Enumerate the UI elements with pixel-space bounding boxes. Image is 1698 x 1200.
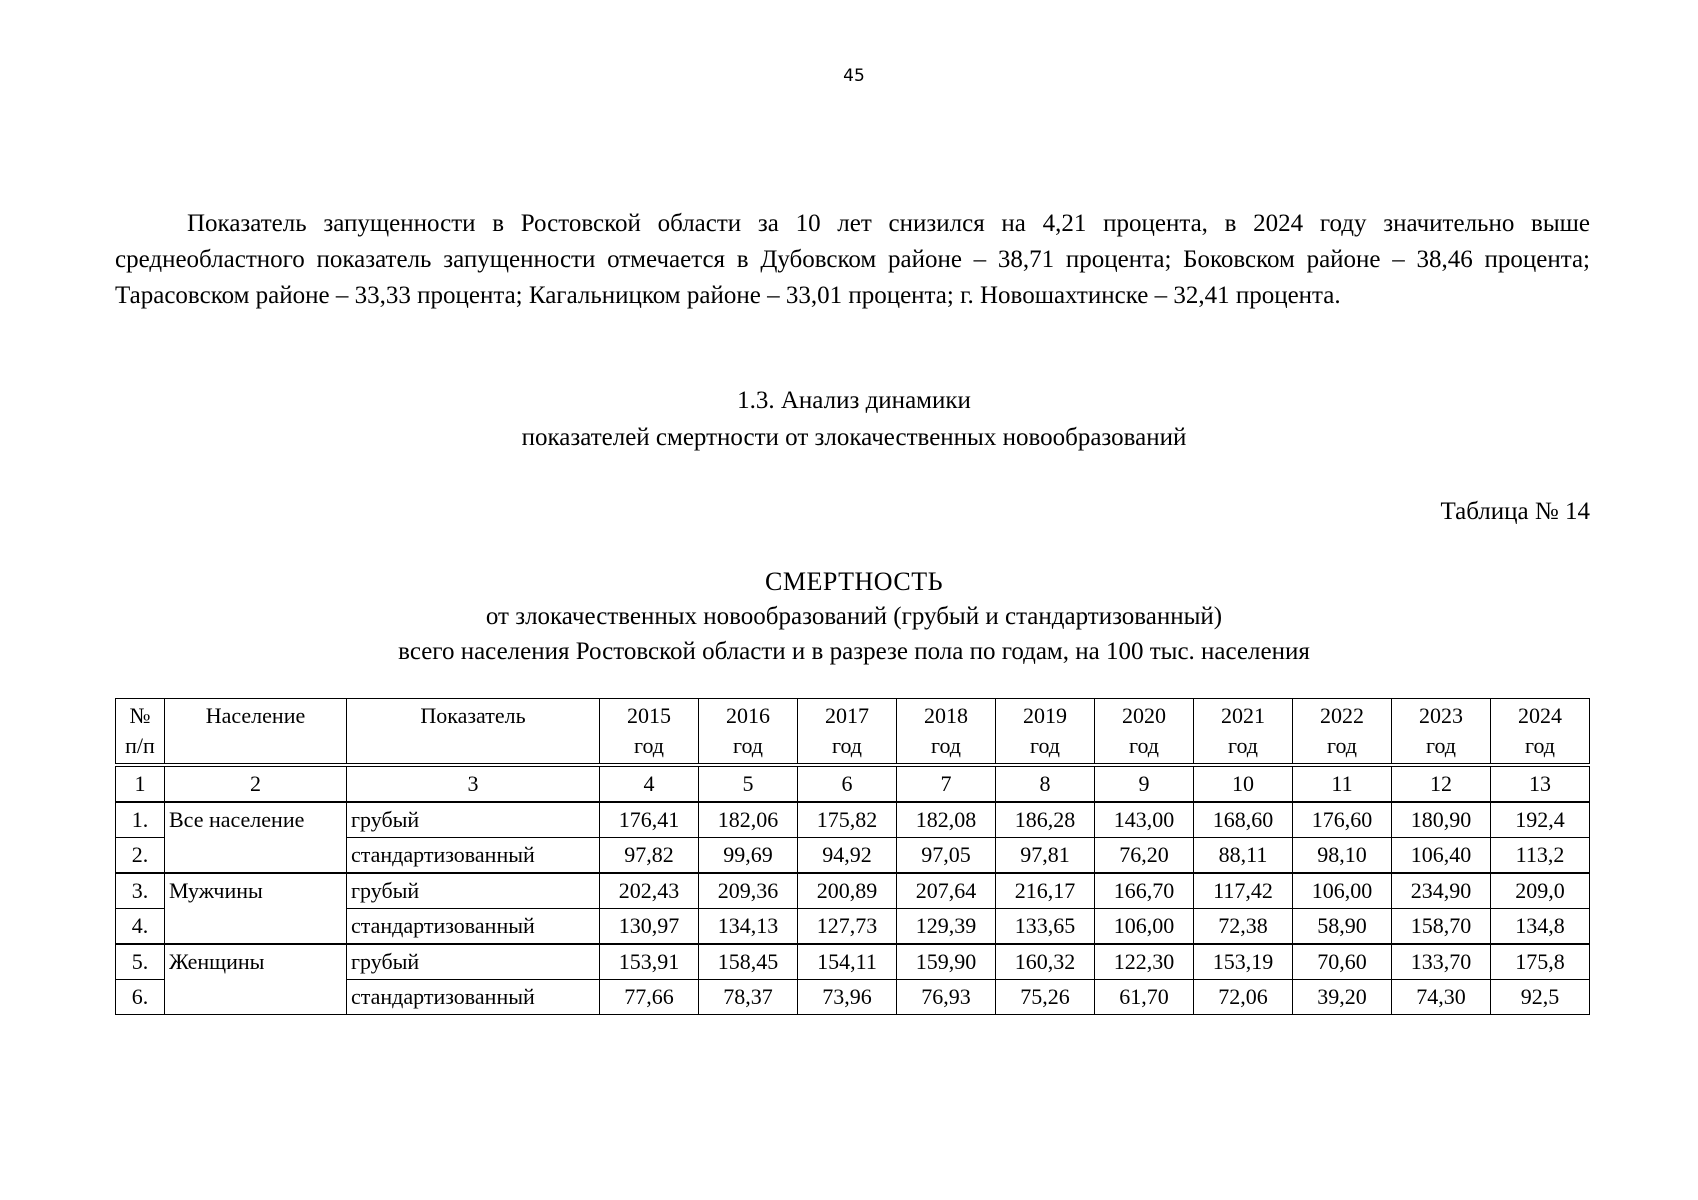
value-cell: 182,08	[897, 802, 996, 838]
header-row	[116, 699, 1590, 766]
header-year-value: 2022	[1320, 703, 1364, 728]
indicator-cell: грубый	[347, 873, 600, 909]
column-number: 7	[897, 765, 996, 802]
value-cell: 134,8	[1491, 909, 1590, 945]
table-title	[0, 564, 1698, 669]
header-year	[699, 699, 798, 766]
table-title-line-2: от злокачественных новообразований (грубый и стандартизованный)	[485, 603, 1223, 630]
header-year-value: 2021	[1221, 703, 1265, 728]
header-num-line-2: п/п	[125, 733, 155, 758]
table-header	[116, 699, 1590, 803]
value-cell: 175,82	[798, 802, 897, 838]
section-heading	[0, 382, 1698, 456]
value-cell: 77,66	[600, 980, 699, 1015]
value-cell: 166,70	[1095, 873, 1194, 909]
value-cell: 39,20	[1293, 980, 1392, 1015]
value-cell: 159,90	[897, 944, 996, 980]
indicator-cell: стандартизованный	[347, 838, 600, 874]
row-number: 1.	[116, 802, 165, 838]
header-year-unit: год	[1425, 733, 1457, 758]
value-cell: 61,70	[1095, 980, 1194, 1015]
value-cell: 74,30	[1392, 980, 1491, 1015]
value-cell: 113,2	[1491, 838, 1590, 874]
value-cell: 92,5	[1491, 980, 1590, 1015]
value-cell: 76,93	[897, 980, 996, 1015]
column-number: 5	[699, 765, 798, 802]
table-row	[116, 802, 1590, 838]
header-indicator: Показатель	[347, 699, 600, 766]
value-cell: 175,8	[1491, 944, 1590, 980]
table-body	[116, 802, 1590, 1015]
column-number-row	[116, 765, 1590, 802]
value-cell: 216,17	[996, 873, 1095, 909]
value-cell: 97,82	[600, 838, 699, 874]
value-cell: 106,00	[1293, 873, 1392, 909]
value-cell: 133,65	[996, 909, 1095, 945]
value-cell: 202,43	[600, 873, 699, 909]
indicator-cell: грубый	[347, 802, 600, 838]
header-year-value: 2024	[1518, 703, 1562, 728]
value-cell: 158,45	[699, 944, 798, 980]
page-number: 45	[843, 66, 865, 86]
value-cell: 76,20	[1095, 838, 1194, 874]
value-cell: 75,26	[996, 980, 1095, 1015]
value-cell: 153,91	[600, 944, 699, 980]
value-cell: 73,96	[798, 980, 897, 1015]
value-cell: 117,42	[1194, 873, 1293, 909]
header-year-unit: год	[831, 733, 863, 758]
column-number: 4	[600, 765, 699, 802]
header-year	[1293, 699, 1392, 766]
indicator-cell: грубый	[347, 944, 600, 980]
table-row	[116, 944, 1590, 980]
header-year-value: 2015	[627, 703, 671, 728]
value-cell: 143,00	[1095, 802, 1194, 838]
header-year	[996, 699, 1095, 766]
value-cell: 176,41	[600, 802, 699, 838]
table-title-line-3: всего населения Ростовской области и в разрезе пола по годам, на 100 тыс. населения	[398, 638, 1310, 665]
row-number: 4.	[116, 909, 165, 945]
header-year-unit: год	[1524, 733, 1556, 758]
column-number: 8	[996, 765, 1095, 802]
header-year	[1491, 699, 1590, 766]
header-year	[798, 699, 897, 766]
population-cell: Все население	[165, 802, 347, 873]
value-cell: 106,40	[1392, 838, 1491, 874]
mortality-table	[115, 698, 1590, 1015]
header-year	[1194, 699, 1293, 766]
row-number: 2.	[116, 838, 165, 874]
header-year-unit: год	[1326, 733, 1358, 758]
header-year-unit: год	[1029, 733, 1061, 758]
value-cell: 168,60	[1194, 802, 1293, 838]
header-year-value: 2019	[1023, 703, 1067, 728]
header-year-unit: год	[732, 733, 764, 758]
value-cell: 130,97	[600, 909, 699, 945]
value-cell: 72,38	[1194, 909, 1293, 945]
header-year-unit: год	[930, 733, 962, 758]
header-population: Население	[165, 699, 347, 766]
header-year-value: 2017	[825, 703, 869, 728]
body-paragraph: Показатель запущенности в Ростовской области за 10 лет снизился на 4,21 процента, в 2024 году значительно выше среднеобластного показатель запущенности отмечается в Дубовском районе – 38,71 процента; Боковском районе – 38,46 процента; Тарасовском районе – 33,33 процента; Кагальницком районе – 33,01 процента; г. Новошахтинске – 32,41 процента.	[115, 210, 1590, 309]
value-cell: 134,13	[699, 909, 798, 945]
header-year-unit: год	[1227, 733, 1259, 758]
header-year	[897, 699, 996, 766]
column-number: 12	[1392, 765, 1491, 802]
value-cell: 158,70	[1392, 909, 1491, 945]
value-cell: 154,11	[798, 944, 897, 980]
value-cell: 133,70	[1392, 944, 1491, 980]
table-title-line-1: СМЕРТНОСТЬ	[764, 567, 944, 596]
value-cell: 127,73	[798, 909, 897, 945]
value-cell: 97,05	[897, 838, 996, 874]
value-cell: 192,4	[1491, 802, 1590, 838]
indicator-cell: стандартизованный	[347, 909, 600, 945]
value-cell: 153,19	[1194, 944, 1293, 980]
value-cell: 182,06	[699, 802, 798, 838]
value-cell: 72,06	[1194, 980, 1293, 1015]
header-num-line-1: №	[129, 703, 151, 728]
value-cell: 209,36	[699, 873, 798, 909]
table-row	[116, 873, 1590, 909]
value-cell: 78,37	[699, 980, 798, 1015]
header-year-value: 2020	[1122, 703, 1166, 728]
value-cell: 106,00	[1095, 909, 1194, 945]
column-number: 9	[1095, 765, 1194, 802]
value-cell: 180,90	[1392, 802, 1491, 838]
header-year	[1392, 699, 1491, 766]
column-number: 10	[1194, 765, 1293, 802]
row-number: 6.	[116, 980, 165, 1015]
value-cell: 200,89	[798, 873, 897, 909]
section-heading-line-1: 1.3. Анализ динамики	[737, 387, 971, 414]
value-cell: 70,60	[1293, 944, 1392, 980]
value-cell: 186,28	[996, 802, 1095, 838]
column-number: 3	[347, 765, 600, 802]
header-year-value: 2018	[924, 703, 968, 728]
indicator-cell: стандартизованный	[347, 980, 600, 1015]
value-cell: 122,30	[1095, 944, 1194, 980]
header-num	[116, 699, 165, 766]
header-year	[1095, 699, 1194, 766]
header-year	[600, 699, 699, 766]
population-cell: Мужчины	[165, 873, 347, 944]
column-number: 6	[798, 765, 897, 802]
value-cell: 129,39	[897, 909, 996, 945]
value-cell: 98,10	[1293, 838, 1392, 874]
header-year-unit: год	[633, 733, 665, 758]
header-year-unit: год	[1128, 733, 1160, 758]
column-number: 1	[116, 765, 165, 802]
section-heading-line-2: показателей смертности от злокачественных новообразований	[521, 424, 1187, 451]
column-number: 13	[1491, 765, 1590, 802]
row-number: 3.	[116, 873, 165, 909]
value-cell: 234,90	[1392, 873, 1491, 909]
column-number: 11	[1293, 765, 1392, 802]
value-cell: 176,60	[1293, 802, 1392, 838]
header-year-value: 2016	[726, 703, 770, 728]
value-cell: 209,0	[1491, 873, 1590, 909]
value-cell: 88,11	[1194, 838, 1293, 874]
value-cell: 207,64	[897, 873, 996, 909]
value-cell: 97,81	[996, 838, 1095, 874]
table-number: Таблица № 14	[1440, 498, 1590, 525]
value-cell: 160,32	[996, 944, 1095, 980]
header-year-value: 2023	[1419, 703, 1463, 728]
population-cell: Женщины	[165, 944, 347, 1015]
value-cell: 58,90	[1293, 909, 1392, 945]
column-number: 2	[165, 765, 347, 802]
value-cell: 94,92	[798, 838, 897, 874]
row-number: 5.	[116, 944, 165, 980]
value-cell: 99,69	[699, 838, 798, 874]
